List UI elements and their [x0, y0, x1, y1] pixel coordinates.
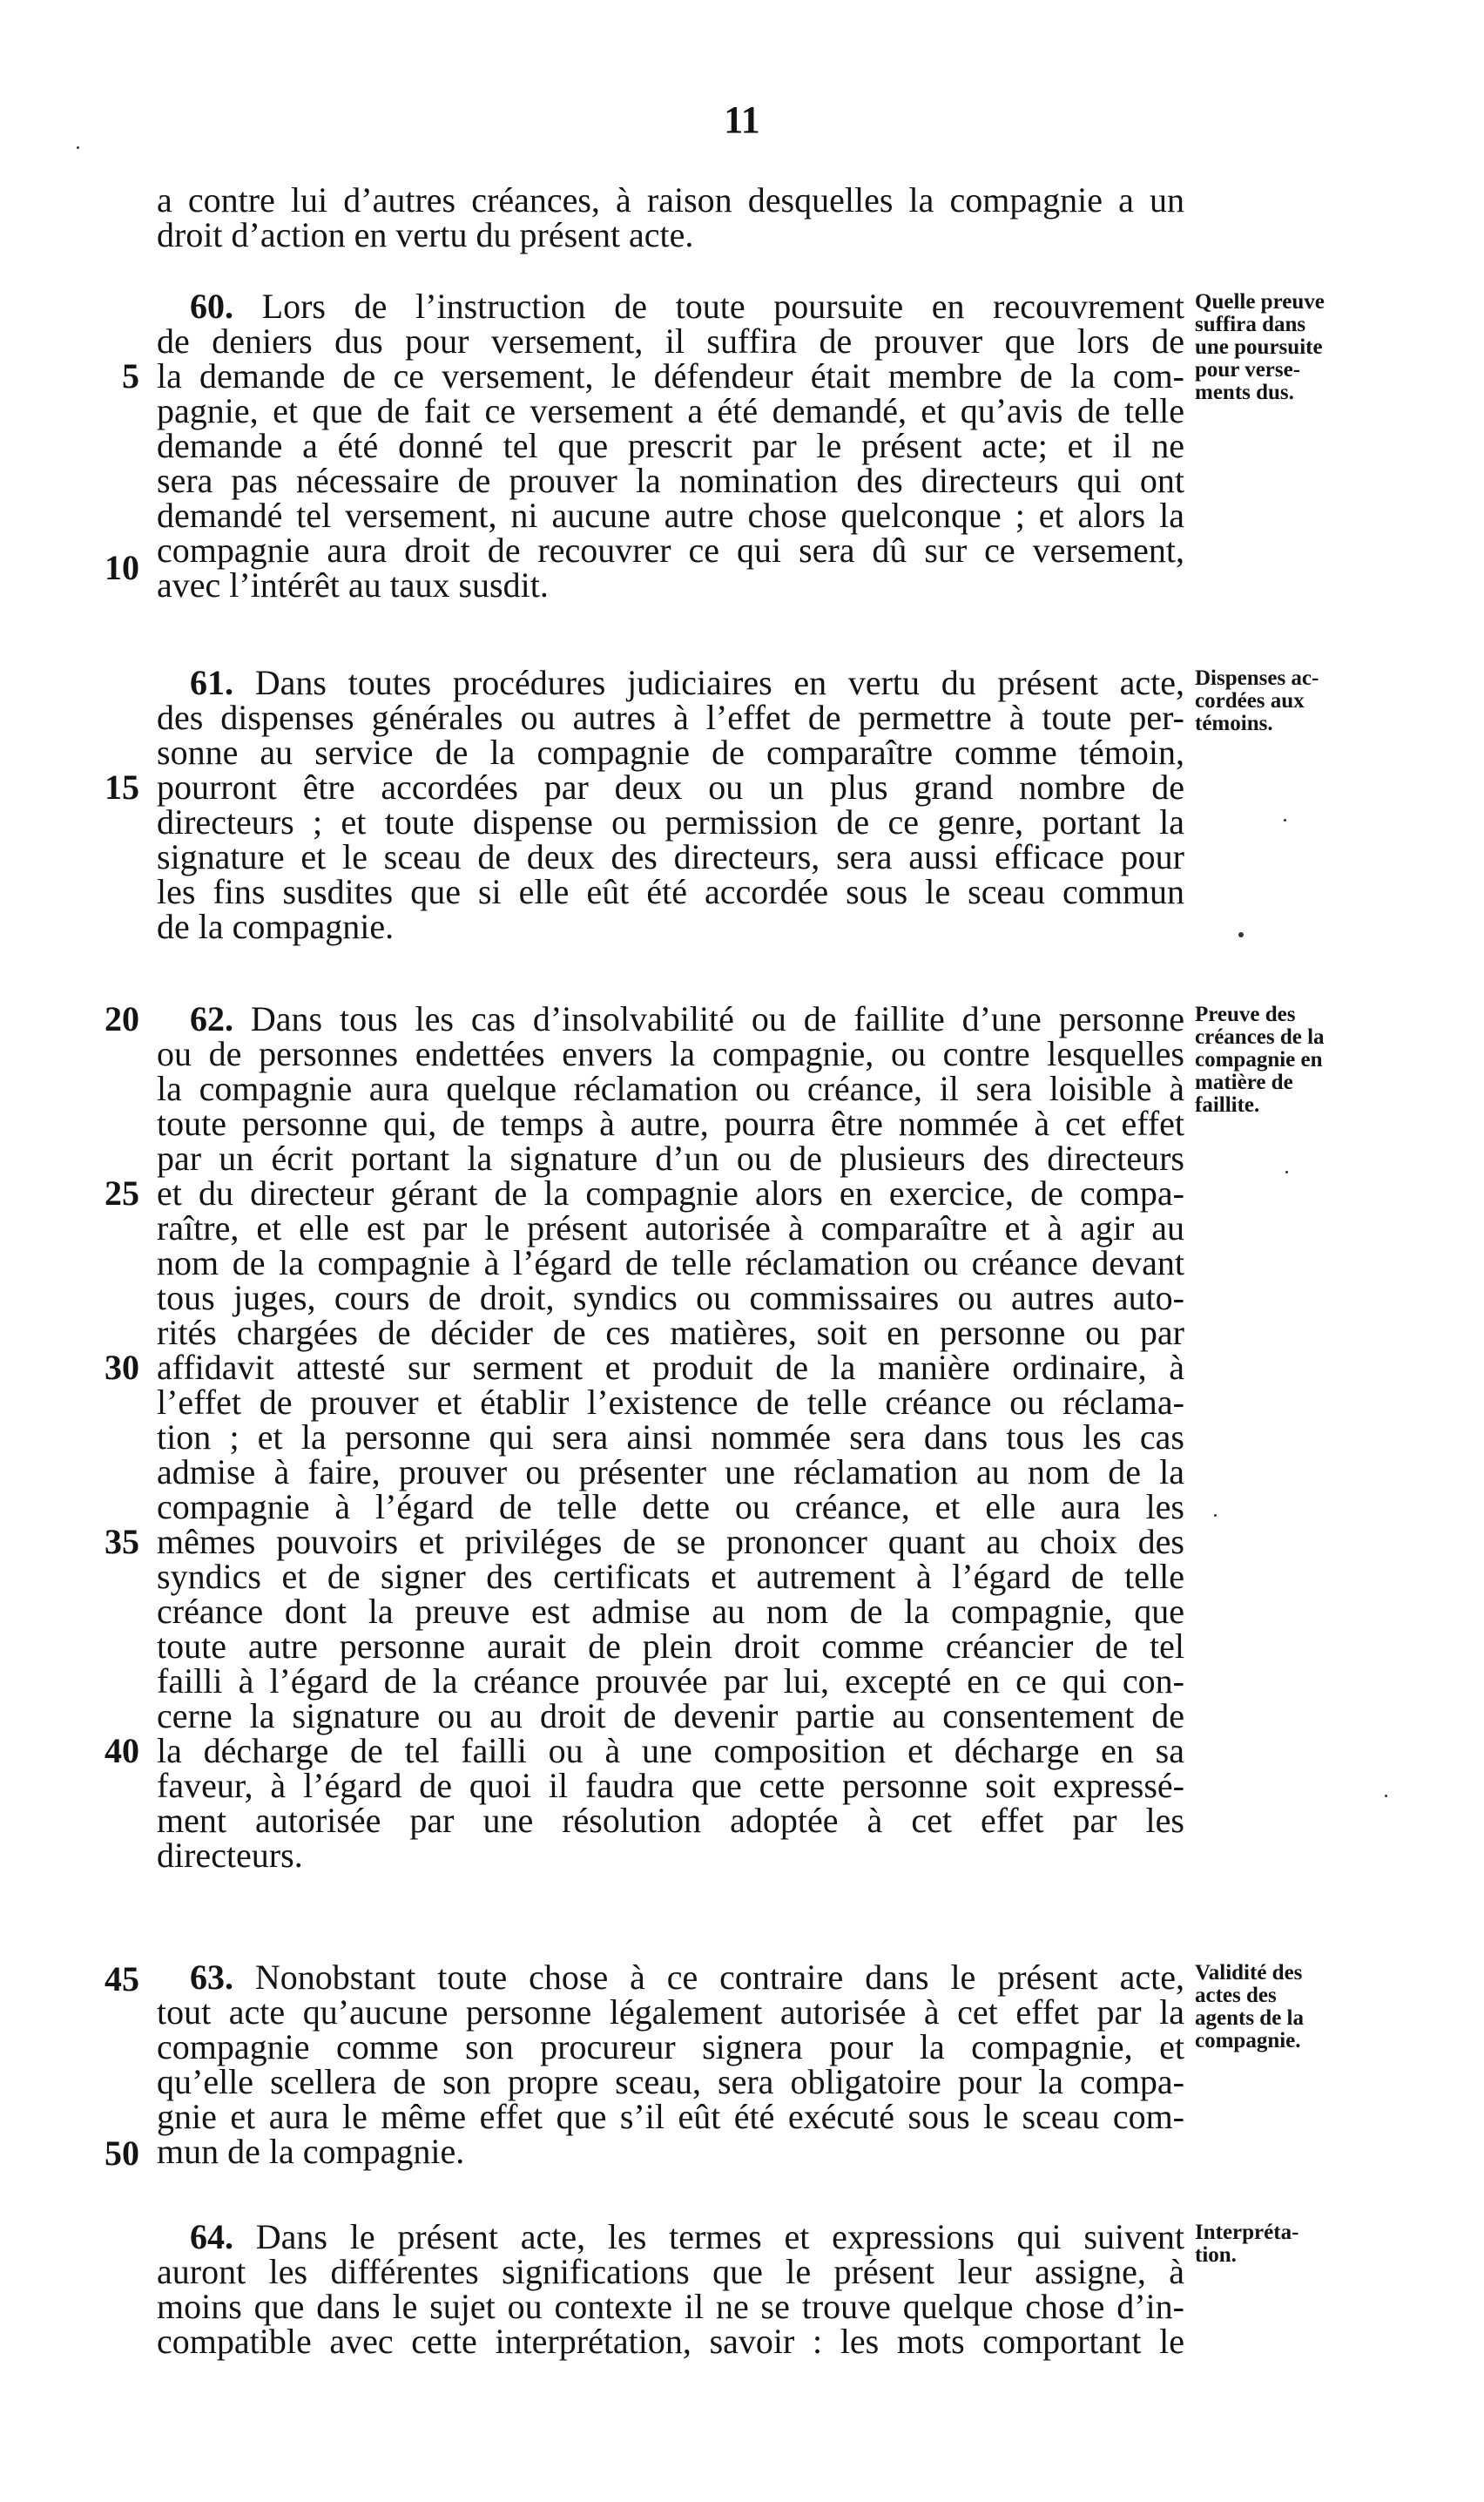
- text-line: compagnie aura droit de recouvrer ce qui sera dû sur ce versement,: [157, 531, 1184, 570]
- margin-note-line: tion.: [1195, 2243, 1237, 2267]
- scan-speck: [1284, 819, 1286, 822]
- text-line: qu’elle scellera de son propre sceau, sera obligatoire pour la compa-: [157, 2062, 1184, 2101]
- text-line: syndics et de signer des certificats et autrement à l’égard de telle: [157, 1557, 1184, 1596]
- text-line: failli à l’égard de la créance prouvée par lui, excepté en ce qui con-: [157, 1661, 1184, 1701]
- text-line: sera pas nécessaire de prouver la nomination des directeurs qui ont: [157, 461, 1184, 500]
- text-line: a contre lui d’autres créances, à raison desquelles la compagnie a un: [157, 180, 1184, 220]
- section-number: 60.: [190, 287, 233, 326]
- scan-speck: [1238, 932, 1244, 937]
- margin-note-63: [1195, 1962, 1369, 2052]
- text-line: [157, 663, 1185, 702]
- text-line: tous juges, cours de droit, syndics ou commissaires ou autres auto-: [157, 1278, 1184, 1317]
- line-number: 10: [105, 548, 139, 587]
- margin-note-line: Interpréta-: [1195, 2221, 1299, 2244]
- text-line: rités chargées de décider de ces matières, soit en personne ou par: [157, 1313, 1184, 1352]
- scan-speck: [1285, 1171, 1288, 1173]
- text-line-content: Nonobstant toute chose à ce contraire dans le présent acte,: [254, 1958, 1184, 1997]
- text-line: tout acte qu’aucune personne légalement autorisée à cet effet par la: [157, 1992, 1184, 2032]
- margin-note-line: une poursuite: [1195, 335, 1323, 359]
- text-line: tion ; et la personne qui sera ainsi nommée sera dans tous les cas: [157, 1417, 1184, 1457]
- text-line: avec l’intérêt au taux susdit.: [157, 565, 549, 605]
- margin-note-line: compagnie.: [1195, 2029, 1301, 2052]
- text-line: droit d’action en vertu du présent acte.: [157, 215, 694, 254]
- margin-note-line: matière de: [1195, 1071, 1293, 1094]
- text-line: signature et le sceau de deux des directeurs, sera aussi efficace pour: [157, 837, 1184, 876]
- text-line: par un écrit portant la signature d’un ou de plusieurs des directeurs: [157, 1139, 1184, 1178]
- margin-note-62: [1195, 1004, 1369, 1117]
- margin-note-line: cordées aux: [1195, 689, 1305, 713]
- line-number: 50: [105, 2133, 139, 2173]
- text-line: moins que dans le sujet ou contexte il ne se trouve quelque chose d’in-: [157, 2287, 1184, 2326]
- margin-note-60: [1195, 291, 1369, 404]
- scan-speck: [1214, 1514, 1217, 1517]
- scan-speck: [77, 146, 79, 149]
- text-line: admise à faire, prouver ou présenter une réclamation au nom de la: [157, 1452, 1184, 1491]
- text-line: ou de personnes endettées envers la compagnie, ou contre lesquelles: [157, 1034, 1184, 1073]
- text-line: affidavit attesté sur serment et produit de la manière ordinaire, à: [157, 1348, 1184, 1387]
- text-line: auront les différentes significations que le présent leur assigne, à: [157, 2252, 1184, 2291]
- margin-note-line: agents de la: [1195, 2006, 1304, 2030]
- text-line: de deniers dus pour versement, il suffira de prouver que lors de: [157, 321, 1184, 361]
- text-line-content: Dans le présent acte, les termes et expressions qui suivent: [255, 2217, 1184, 2256]
- margin-note-line: Preuve des: [1195, 1003, 1296, 1026]
- margin-note-line: témoins.: [1195, 712, 1273, 735]
- text-line: [157, 1960, 1184, 1995]
- text-line: [157, 999, 1184, 1038]
- line-number: 45: [105, 1959, 139, 1998]
- text-line: toute autre personne aurait de plein droit comme créancier de tel: [157, 1626, 1184, 1666]
- text-line: [157, 289, 1184, 324]
- text-line: toute personne qui, de temps à autre, pourra être nommée à cet effet: [157, 1104, 1184, 1143]
- text-line: sonne au service de la compagnie de comparaître comme témoin,: [157, 733, 1184, 772]
- margin-note-64: [1195, 2221, 1369, 2267]
- text-line: la décharge de tel failli ou à une composition et décharge en sa: [157, 1731, 1184, 1770]
- text-line: nom de la compagnie à l’égard de telle réclamation ou créance devant: [157, 1243, 1184, 1282]
- text-line: compatible avec cette interprétation, savoir : les mots comportant le: [157, 2322, 1184, 2361]
- section-63: [157, 1960, 1184, 2169]
- text-line-content: Lors de l’instruction de toute poursuite en recouvrement: [261, 287, 1185, 326]
- line-number: 15: [105, 768, 139, 807]
- line-number: 40: [105, 1731, 139, 1770]
- text-line: [157, 2217, 1184, 2256]
- margin-note-line: actes des: [1195, 1984, 1277, 2007]
- text-line: pourront être accordées par deux ou un plus grand nombre de: [157, 768, 1184, 807]
- margin-note-line: faillite.: [1195, 1093, 1260, 1117]
- section-61: [157, 663, 1185, 946]
- text-line-content: Dans toutes procédures judiciaires en vertu du présent acte,: [254, 663, 1185, 702]
- text-line: gnie et aura le même effet que s’il eût été exécuté sous le sceau com-: [157, 2097, 1184, 2136]
- section-64: [157, 2217, 1184, 2361]
- section-number: 61.: [190, 663, 233, 702]
- line-number: 35: [105, 1522, 139, 1561]
- section-number: 63.: [190, 1958, 233, 1997]
- text-line: compagnie comme son procureur signera pour la compagnie, et: [157, 2027, 1184, 2066]
- text-line: ment autorisée par une résolution adoptée à cet effet par les: [157, 1801, 1184, 1840]
- text-line: des dispenses générales ou autres à l’effet de permettre à toute per-: [157, 698, 1184, 737]
- section-number: 62.: [190, 999, 233, 1038]
- text-line: faveur, à l’égard de quoi il faudra que cette personne soit expressé-: [157, 1766, 1184, 1805]
- line-number: 25: [105, 1173, 139, 1213]
- margin-note-line: compagnie en: [1195, 1048, 1323, 1072]
- margin-note-line: Quelle preuve: [1195, 290, 1325, 314]
- text-line: mun de la compagnie.: [157, 2132, 465, 2171]
- section-62: [157, 999, 1184, 1875]
- margin-note-line: Dispenses ac-: [1195, 666, 1319, 690]
- margin-note-line: ments dus.: [1195, 381, 1294, 404]
- page-number: 11: [724, 98, 760, 141]
- text-line: raître, et elle est par le présent autorisée à comparaître et à agir au: [157, 1208, 1184, 1248]
- text-line: cerne la signature ou au droit de devenir partie au consentement de: [157, 1696, 1184, 1735]
- text-line: demandé tel versement, ni aucune autre chose quelconque ; et alors la: [157, 496, 1184, 535]
- text-line: mêmes pouvoirs et priviléges de se prononcer quant au choix des: [157, 1522, 1184, 1561]
- text-line: créance dont la preuve est admise au nom de la compagnie, que: [157, 1592, 1184, 1631]
- text-line: demande a été donné tel que prescrit par le présent acte; et il ne: [157, 426, 1184, 465]
- margin-note-line: suffira dans: [1195, 313, 1306, 336]
- text-line: compagnie à l’égard de telle dette ou créance, et elle aura les: [157, 1487, 1184, 1526]
- margin-note-line: pour verse-: [1195, 358, 1301, 382]
- margin-note-line: Validité des: [1195, 1961, 1303, 1985]
- margin-note-61: [1195, 667, 1369, 735]
- line-number: 30: [105, 1348, 139, 1387]
- intro-paragraph: [157, 180, 1184, 254]
- text-line-content: Dans tous les cas d’insolvabilité ou de faillite d’une personne: [250, 999, 1184, 1038]
- line-number: 20: [105, 999, 139, 1038]
- text-line: et du directeur gérant de la compagnie alors en exercice, de compa-: [157, 1173, 1184, 1213]
- text-line: la compagnie aura quelque réclamation ou créance, il sera loisible à: [157, 1069, 1184, 1108]
- text-line: la demande de ce versement, le défendeur était membre de la com-: [157, 356, 1184, 396]
- text-line: directeurs.: [157, 1836, 303, 1875]
- margin-note-line: créances de la: [1195, 1025, 1325, 1049]
- text-line: directeurs ; et toute dispense ou permission de ce genre, portant la: [157, 802, 1184, 842]
- text-line: pagnie, et que de fait ce versement a été demandé, et qu’avis de telle: [157, 391, 1184, 430]
- section-number: 64.: [190, 2217, 233, 2256]
- line-number: 5: [122, 356, 139, 396]
- text-line: de la compagnie.: [157, 907, 395, 946]
- text-line: les fins susdites que si elle eût été accordée sous le sceau commun: [157, 872, 1184, 911]
- scan-speck: [1385, 1795, 1387, 1797]
- section-60: [157, 289, 1184, 603]
- text-line: l’effet de prouver et établir l’existence de telle créance ou réclama-: [157, 1383, 1184, 1422]
